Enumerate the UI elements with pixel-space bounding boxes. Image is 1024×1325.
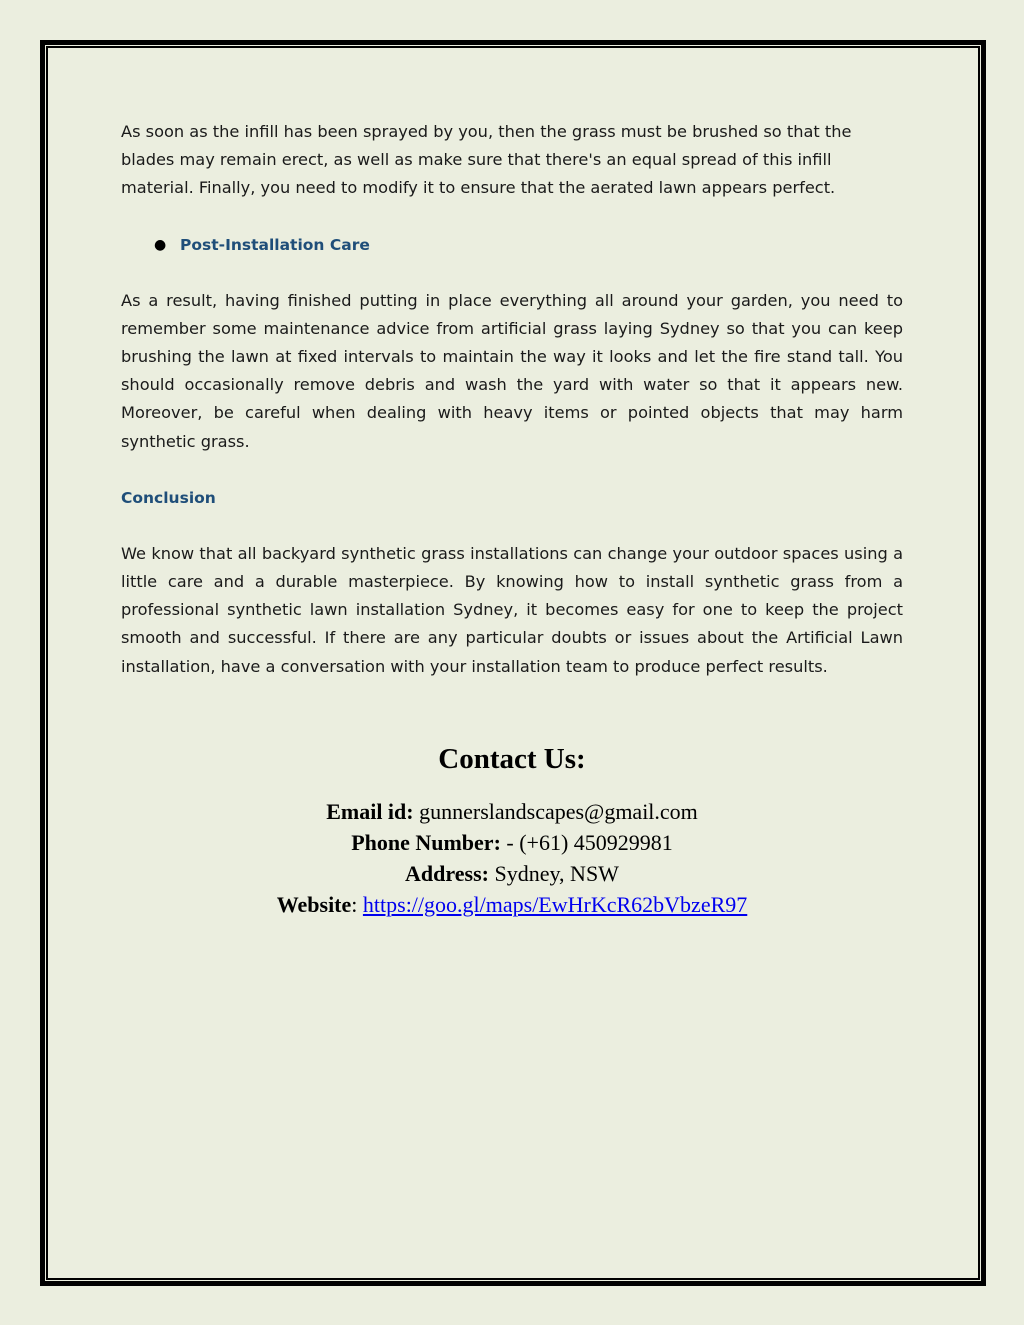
website-separator: : (351, 892, 358, 917)
section-heading-post-installation: Post-Installation Care (180, 235, 370, 254)
contact-phone-line (121, 827, 903, 858)
contact-title: Contact Us: (438, 743, 586, 775)
contact-section (121, 738, 903, 920)
website-link[interactable]: https://goo.gl/maps/EwHrKcR62bVbzeR97 (362, 892, 748, 917)
document-body (121, 118, 903, 681)
contact-website-line (121, 889, 903, 920)
email-label: Email id: (326, 799, 414, 824)
address-label: Address: (405, 861, 489, 886)
section-heading-conclusion: Conclusion (121, 488, 216, 507)
website-label: Website (276, 892, 352, 917)
contact-email-line (121, 796, 903, 827)
phone-value: - (+61) 450929981 (506, 830, 673, 855)
paragraph-conclusion: We know that all backyard synthetic grass installations can change your outdoor spaces using a little care and a durable masterpiece. By knowing how to install synthetic grass from a professional synthetic lawn installation Sydney, it becomes easy for one to keep the project smooth and successful. If there are any particular doubts or issues about the Artificial Lawn installation, have a conversation with your installation team to produce perfect results. (121, 543, 903, 676)
phone-label: Phone Number: (351, 830, 501, 855)
paragraph-infill: As soon as the infill has been sprayed by you, then the grass must be brushed so that the blades may remain erect, as well as make sure that there's an equal spread of this infill material. Finally, you need to modify it to ensure that the aerated lawn appears perfect. (121, 122, 852, 198)
bullet-item-post-installation (121, 231, 903, 259)
paragraph-maintenance: As a result, having finished putting in place everything all around your garden, you need to remember some maintenance advice from artificial grass laying Sydney so that you can keep brushing the lawn at fixed intervals to maintain the way it looks and let the fire stand tall. You should occasionally remove debris and wash the yard with water so that it appears new. Moreover, be careful when dealing with heavy items or pointed objects that may harm synthetic grass. (121, 290, 903, 451)
email-value: gunnerslandscapes@gmail.com (419, 799, 698, 824)
contact-address-line (121, 858, 903, 889)
address-value: Sydney, NSW (494, 861, 619, 886)
bullet-icon: ● (154, 236, 167, 253)
